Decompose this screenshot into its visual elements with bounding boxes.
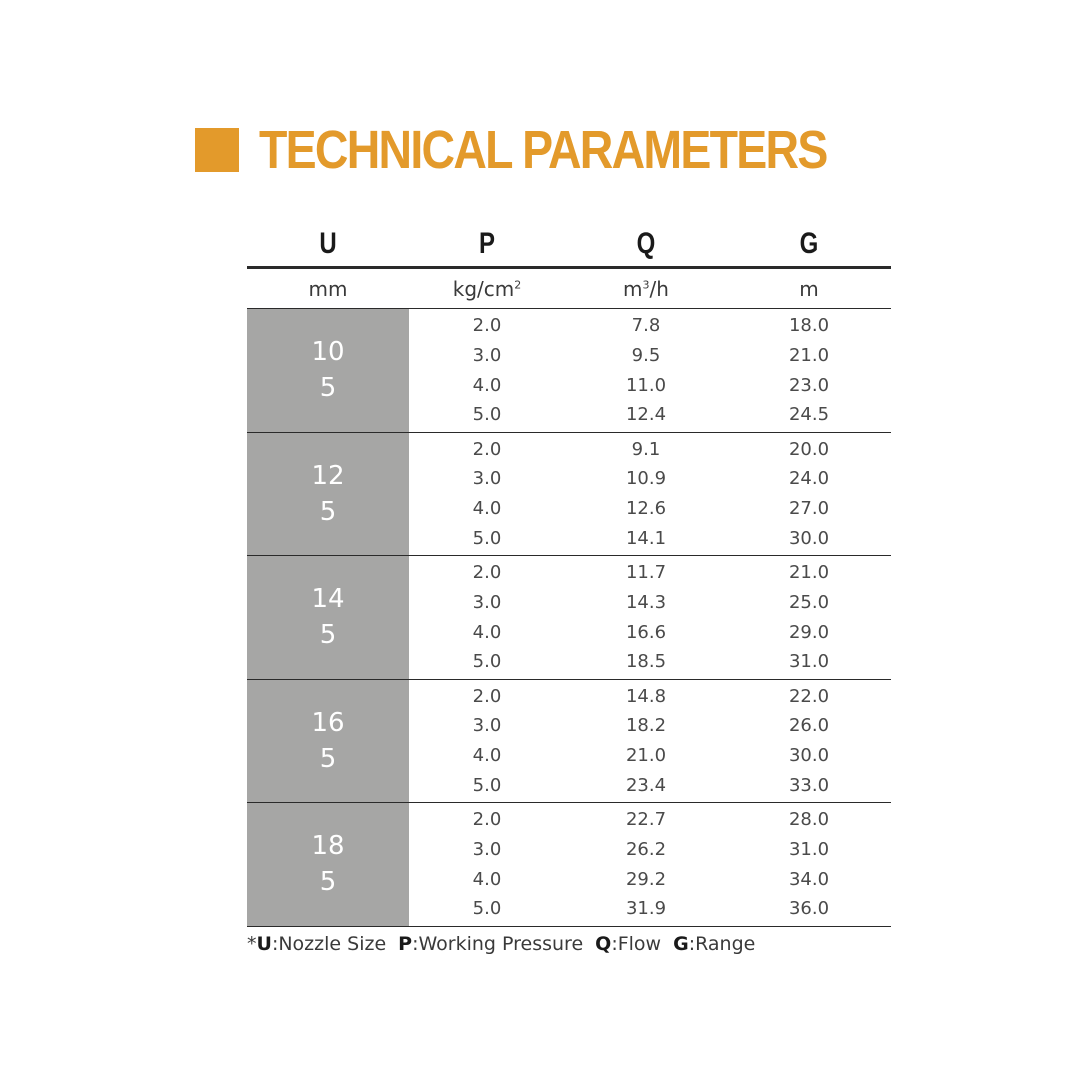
pressure-cell: 4.0 [472, 374, 502, 396]
flow-cell: 14.3 [625, 591, 667, 613]
nozzle-size-value: 14 [311, 584, 345, 615]
table-unit-row [247, 269, 891, 309]
unit-p [409, 277, 565, 301]
range-cell: 34.0 [788, 868, 830, 890]
table-header-row [247, 222, 891, 269]
header-p: P [478, 227, 495, 260]
unit-p-sup: 2 [514, 277, 522, 291]
header-q: Q [636, 227, 656, 260]
flow-cell: 22.7 [625, 809, 667, 831]
table-row [409, 494, 891, 523]
range-cell: 31.0 [788, 651, 830, 673]
pressure-cell: 4.0 [472, 868, 502, 890]
flow-cell: 10.9 [625, 468, 667, 490]
flow-cell: 16.6 [625, 621, 667, 643]
unit-q-base: m [623, 276, 643, 301]
table-group [247, 680, 891, 804]
flow-cell: 9.5 [631, 344, 661, 366]
flow-cell: 29.2 [625, 868, 667, 890]
group-rows [409, 803, 891, 926]
nozzle-size-label [247, 803, 409, 926]
table-row [409, 311, 891, 340]
unit-q-suffix: /h [649, 276, 669, 301]
table-body [247, 309, 891, 927]
pressure-cell: 2.0 [472, 562, 502, 584]
range-cell: 22.0 [788, 685, 830, 707]
pressure-cell: 2.0 [472, 809, 502, 831]
pressure-cell: 3.0 [472, 591, 502, 613]
footnote-text-q: :Flow [611, 933, 662, 955]
table-row [409, 524, 891, 553]
nozzle-size-label [247, 556, 409, 679]
flow-cell: 9.1 [631, 438, 661, 460]
flow-cell: 18.5 [625, 651, 667, 673]
flow-cell: 11.0 [625, 374, 667, 396]
nozzle-size-label [247, 309, 409, 432]
table-row [409, 647, 891, 676]
table-row [409, 400, 891, 429]
nozzle-size-value: 16 [311, 707, 345, 738]
pressure-cell: 4.0 [472, 621, 502, 643]
pressure-cell: 2.0 [472, 315, 502, 337]
nozzle-size-sub: 5 [319, 620, 337, 651]
footnote-key-p: P [398, 933, 413, 955]
pressure-cell: 5.0 [472, 898, 502, 920]
flow-cell: 11.7 [625, 562, 667, 584]
nozzle-size-value: 12 [311, 460, 345, 491]
nozzle-size-label [247, 680, 409, 803]
pressure-cell: 3.0 [472, 344, 502, 366]
range-cell: 25.0 [788, 591, 830, 613]
range-cell: 28.0 [788, 809, 830, 831]
table-row [409, 464, 891, 493]
unit-u: mm [308, 276, 348, 301]
unit-q-sup: 3 [642, 277, 650, 291]
pressure-cell: 5.0 [472, 527, 502, 549]
range-cell: 21.0 [788, 562, 830, 584]
nozzle-size-value: 18 [311, 831, 345, 862]
group-rows [409, 309, 891, 432]
flow-cell: 23.4 [625, 774, 667, 796]
range-cell: 26.0 [788, 715, 830, 737]
footnote-key-q: Q [595, 933, 612, 955]
table-row [409, 711, 891, 740]
flow-cell: 31.9 [625, 898, 667, 920]
table-row [409, 341, 891, 370]
page-title: TECHNICAL PARAMETERS [259, 120, 827, 180]
table-row [409, 371, 891, 400]
table-row [409, 588, 891, 617]
group-rows [409, 556, 891, 679]
flow-cell: 26.2 [625, 838, 667, 860]
range-cell: 20.0 [788, 438, 830, 460]
group-rows [409, 680, 891, 803]
pressure-cell: 2.0 [472, 685, 502, 707]
pressure-cell: 5.0 [472, 774, 502, 796]
parameters-table [247, 222, 891, 927]
flow-cell: 21.0 [625, 745, 667, 767]
range-cell: 29.0 [788, 621, 830, 643]
range-cell: 33.0 [788, 774, 830, 796]
range-cell: 30.0 [788, 527, 830, 549]
unit-q [565, 277, 727, 301]
pressure-cell: 2.0 [472, 438, 502, 460]
flow-cell: 14.8 [625, 685, 667, 707]
group-rows [409, 433, 891, 556]
table-row [409, 435, 891, 464]
header-u: U [319, 227, 337, 260]
range-cell: 23.0 [788, 374, 830, 396]
header-g: G [799, 227, 819, 260]
nozzle-size-label [247, 433, 409, 556]
nozzle-size-sub: 5 [319, 373, 337, 404]
flow-cell: 14.1 [625, 527, 667, 549]
unit-g: m [799, 276, 819, 301]
pressure-cell: 4.0 [472, 745, 502, 767]
table-row [409, 865, 891, 894]
pressure-cell: 4.0 [472, 498, 502, 520]
flow-cell: 7.8 [631, 315, 661, 337]
table-row [409, 835, 891, 864]
range-cell: 24.0 [788, 468, 830, 490]
footnote-key-g: G [673, 933, 689, 955]
pressure-cell: 5.0 [472, 651, 502, 673]
nozzle-size-sub: 5 [319, 743, 337, 774]
nozzle-size-sub: 5 [319, 867, 337, 898]
table-row [409, 558, 891, 587]
pressure-cell: 3.0 [472, 715, 502, 737]
nozzle-size-sub: 5 [319, 496, 337, 527]
range-cell: 21.0 [788, 344, 830, 366]
footnote-text-u: :Nozzle Size [271, 933, 387, 955]
table-row [409, 682, 891, 711]
table-group [247, 556, 891, 680]
footnote-asterisk: * [247, 933, 257, 955]
table-row [409, 771, 891, 800]
table-row [409, 805, 891, 834]
pressure-cell: 3.0 [472, 468, 502, 490]
table-row [409, 741, 891, 770]
footnote-text-p: :Working Pressure [412, 933, 584, 955]
flow-cell: 18.2 [625, 715, 667, 737]
footnote-key-u: U [256, 933, 272, 955]
range-cell: 30.0 [788, 745, 830, 767]
table-row [409, 894, 891, 923]
range-cell: 27.0 [788, 498, 830, 520]
footnote [247, 933, 755, 955]
range-cell: 36.0 [788, 898, 830, 920]
footnote-text-g: :Range [688, 933, 756, 955]
title-block [195, 118, 919, 182]
flow-cell: 12.4 [625, 404, 667, 426]
flow-cell: 12.6 [625, 498, 667, 520]
table-group [247, 433, 891, 557]
title-square-marker [195, 128, 239, 172]
table-group [247, 309, 891, 433]
range-cell: 18.0 [788, 315, 830, 337]
table-row [409, 618, 891, 647]
unit-p-base: kg/cm [452, 276, 515, 301]
pressure-cell: 5.0 [472, 404, 502, 426]
pressure-cell: 3.0 [472, 838, 502, 860]
range-cell: 31.0 [788, 838, 830, 860]
range-cell: 24.5 [788, 404, 830, 426]
nozzle-size-value: 10 [311, 337, 345, 368]
table-group [247, 803, 891, 927]
